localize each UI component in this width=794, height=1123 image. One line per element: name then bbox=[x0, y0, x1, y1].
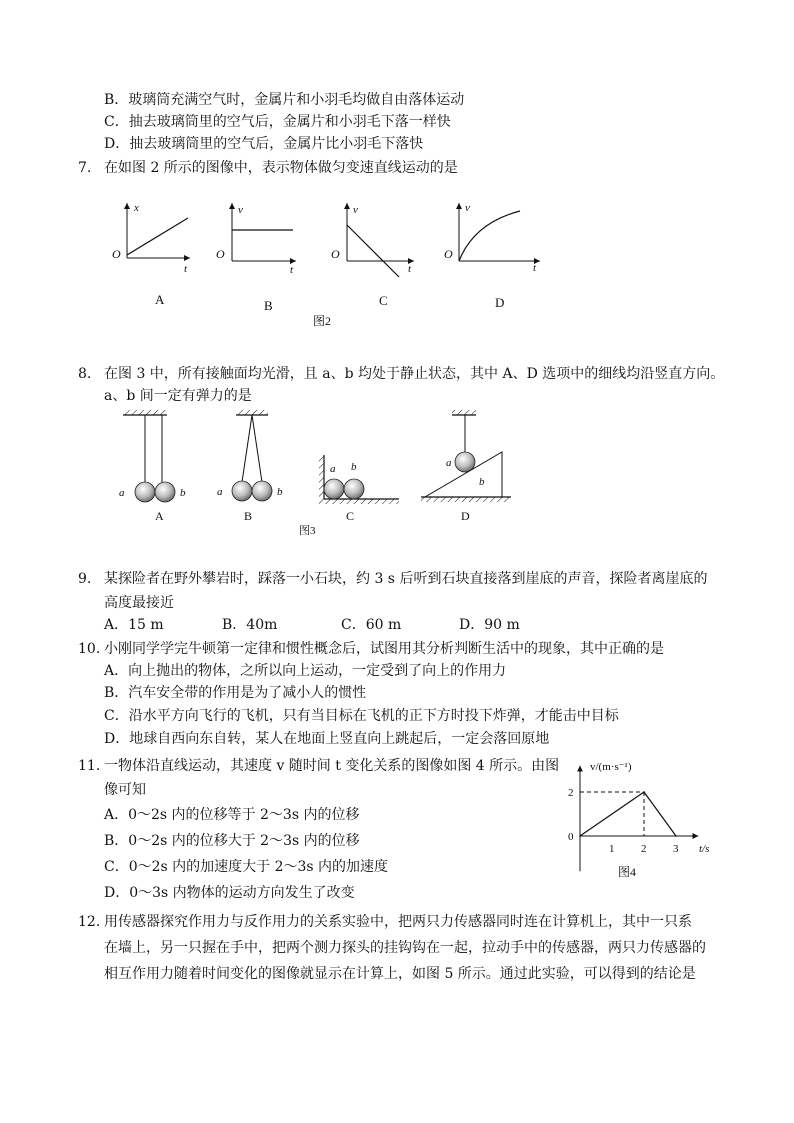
q7-figure bbox=[0, 195, 794, 375]
q7-d-yaxis: v bbox=[465, 202, 470, 214]
series-line-v bbox=[580, 792, 676, 836]
q8-stem-line1: 在图 3 中，所有接触面均光滑，且 a、b 均处于静止状态，其中 A、D 选项中的细线均沿竖直方向。 bbox=[104, 366, 725, 382]
q8-option-d-diagram bbox=[421, 410, 511, 523]
q8-option-b: B bbox=[244, 509, 253, 523]
q7-graph-d bbox=[444, 202, 540, 310]
q7-a-letter: A bbox=[155, 292, 165, 307]
q9-option-d: D．90 m bbox=[459, 617, 520, 633]
q7-c-letter: C bbox=[379, 293, 388, 308]
q11-option-a: A．0～2s 内的位移等于 2～3s 内的位移 bbox=[104, 807, 360, 823]
q9-option-b: B．40m bbox=[222, 617, 278, 633]
q7-stem: 在如图 2 所示的图像中，表示物体做匀变速直线运动的是 bbox=[104, 160, 458, 176]
q11-x-axis-label: t/s bbox=[699, 843, 710, 855]
q7-d-letter: D bbox=[495, 295, 505, 310]
q6-option-c: C．抽去玻璃筒里的空气后，金属片和小羽毛下落一样快 bbox=[104, 114, 451, 130]
q8-b-label-a: a bbox=[217, 486, 223, 498]
data-point bbox=[675, 835, 677, 837]
q7-graph-b bbox=[216, 203, 296, 313]
q12-line2: 在墙上，另一只握在手中，把两个测力探头的挂钩钩在一起，拉动手中的传感器，两只力传感器的 bbox=[104, 940, 706, 956]
q8-option-b-diagram bbox=[217, 410, 283, 523]
q7-b-origin: O bbox=[216, 247, 225, 261]
q7-a-xaxis: t bbox=[184, 263, 188, 275]
q11-option-d: D．0～3s 内物体的运动方向发生了改变 bbox=[104, 885, 355, 901]
q10-option-d: D．地球自西向东自转，某人在地面上竖直向上跳起后，一定会落回原地 bbox=[104, 731, 550, 747]
q8-option-c: C bbox=[346, 509, 355, 523]
q11-stem-line1: 一物体沿直线运动，其速度 v 随时间 t 变化关系的图像如图 4 所示。由图 bbox=[104, 758, 560, 774]
q8-number: 8. bbox=[78, 366, 92, 382]
q7-a-origin: O bbox=[112, 247, 121, 261]
q12-line3: 相互作用力随着时间变化的图像就显示在计算上，如图 5 所示。通过此实验，可以得到的结论是 bbox=[104, 966, 696, 982]
q7-d-xaxis: t bbox=[533, 262, 537, 274]
q9-stem-line2: 高度最接近 bbox=[104, 595, 174, 611]
q8-b-label-b: b bbox=[277, 486, 283, 498]
y-tick-label: 2 bbox=[568, 787, 574, 799]
q8-c-label-b: b bbox=[351, 461, 357, 473]
q6-option-d: D．抽去玻璃筒里的空气后，金属片比小羽毛下落快 bbox=[104, 136, 424, 152]
q12-line1: 用传感器探究作用力与反作用力的关系实验中，把两只力传感器同时连在计算机上，其中一只系 bbox=[104, 914, 692, 930]
q7-graph-a bbox=[112, 202, 190, 307]
q11-option-c: C．0～2s 内的加速度大于 2～3s 内的加速度 bbox=[104, 859, 389, 875]
q9-option-c: C．60 m bbox=[341, 617, 402, 633]
q7-figure-caption: 图2 bbox=[313, 314, 332, 328]
q7-b-xaxis: t bbox=[290, 264, 294, 276]
q9-stem-line1: 某探险者在野外攀岩时，踩落一小石块，约 3 s 后听到石块直接落到崖底的声音，探险者离崖底的 bbox=[104, 571, 708, 587]
q7-c-xaxis: t bbox=[408, 263, 412, 275]
data-point bbox=[643, 791, 645, 793]
q7-c-yaxis: v bbox=[353, 204, 358, 216]
q10-option-c: C．沿水平方向飞行的飞机，只有当目标在飞机的正下方时投下炸弹，才能击中目标 bbox=[104, 708, 619, 724]
q8-option-a-diagram bbox=[119, 410, 186, 523]
y-tick-label: 0 bbox=[568, 831, 574, 843]
q11-stem-line2: 像可知 bbox=[104, 782, 146, 798]
q8-option-d: D bbox=[461, 509, 470, 523]
q9-option-a: A．15 m bbox=[104, 617, 164, 633]
q8-option-a: A bbox=[155, 509, 164, 523]
x-tick-label: 3 bbox=[673, 843, 679, 855]
q8-figure-caption: 图3 bbox=[299, 525, 316, 537]
x-tick-label: 1 bbox=[609, 843, 615, 855]
q11-figure-caption: 图4 bbox=[618, 865, 637, 879]
q8-option-c-diagram bbox=[319, 455, 399, 523]
q10-stem: 小刚同学学完牛顿第一定律和惯性概念后，试图用其分析判断生活中的现象，其中正确的是 bbox=[104, 641, 664, 657]
q11-number: 11. bbox=[78, 758, 101, 774]
q11-vt-chart bbox=[0, 755, 794, 885]
q10-number: 10. bbox=[78, 641, 101, 657]
q8-a-label-a: a bbox=[119, 487, 125, 499]
q7-b-yaxis: v bbox=[238, 204, 243, 216]
q12-number: 12. bbox=[78, 914, 101, 930]
q7-graph-c bbox=[331, 203, 414, 308]
x-tick-label: 2 bbox=[641, 843, 647, 855]
q11-y-axis-label: v/(m·s⁻¹) bbox=[590, 761, 632, 773]
q8-stem-line2: a、b 间一定有弹力的是 bbox=[104, 388, 252, 404]
q8-d-label-b: b bbox=[479, 476, 485, 488]
q10-option-b: B．汽车安全带的作用是为了减小人的惯性 bbox=[104, 685, 367, 701]
data-point bbox=[579, 835, 581, 837]
q11-option-b: B．0～2s 内的位移大于 2～3s 内的位移 bbox=[104, 833, 360, 849]
q10-option-a: A．向上抛出的物体，之所以向上运动，一定受到了向上的作用力 bbox=[104, 663, 507, 679]
q9-number: 9. bbox=[78, 571, 92, 587]
q8-figure bbox=[0, 405, 794, 545]
q7-c-origin: O bbox=[331, 247, 340, 261]
q8-d-label-a: a bbox=[446, 457, 452, 469]
q7-d-origin: O bbox=[444, 247, 453, 261]
q7-number: 7. bbox=[78, 160, 92, 176]
q8-c-label-a: a bbox=[330, 463, 336, 475]
q8-a-label-b: b bbox=[180, 487, 186, 499]
q6-option-b: B．玻璃筒充满空气时，金属片和小羽毛均做自由落体运动 bbox=[104, 92, 465, 108]
q7-b-letter: B bbox=[264, 298, 273, 313]
q7-a-yaxis: x bbox=[134, 202, 139, 214]
